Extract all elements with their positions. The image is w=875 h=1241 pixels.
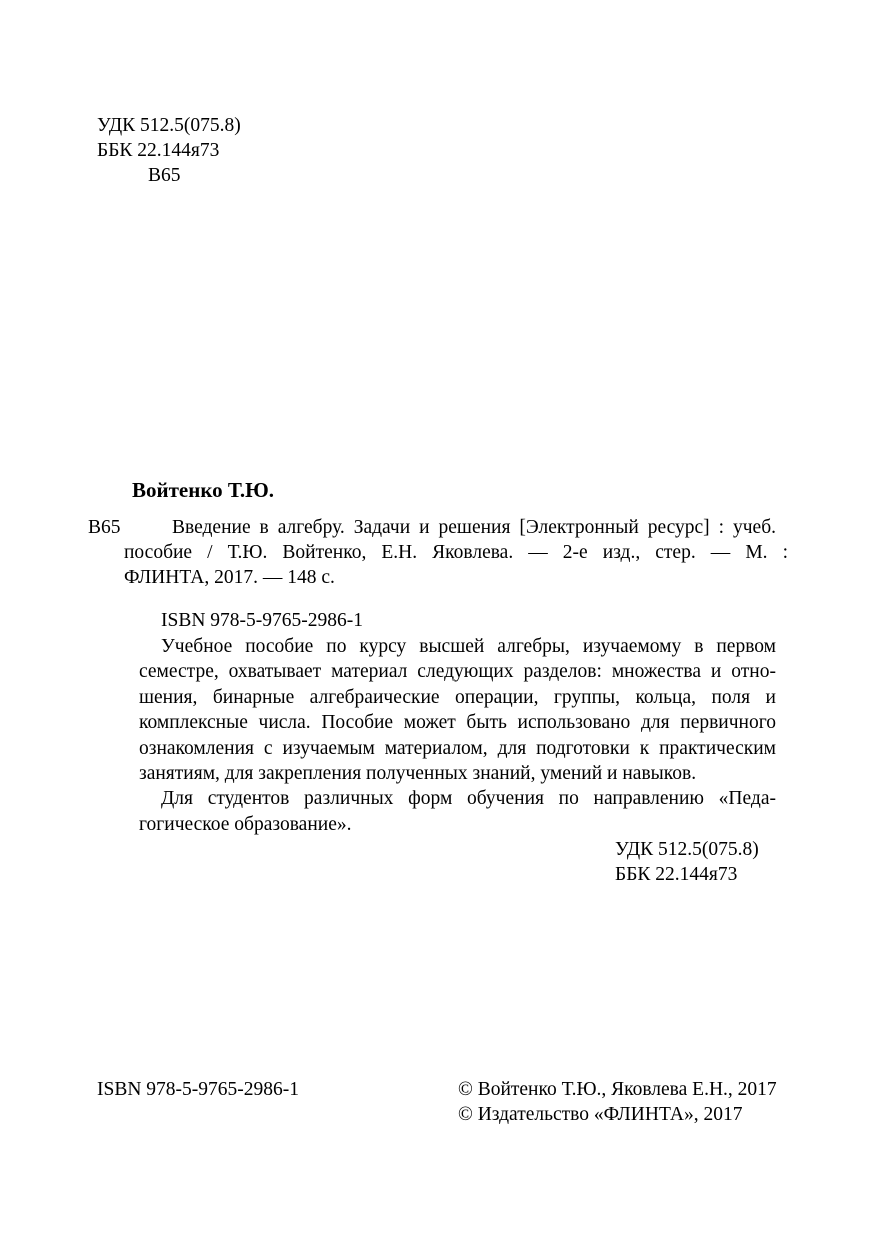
header-author-code: В65 xyxy=(148,165,181,186)
copyright-authors: © Войтенко Т.Ю., Яковлева Е.Н., 2017 xyxy=(458,1079,777,1100)
isbn-main: ISBN 978-5-9765-2986-1 xyxy=(161,610,364,631)
author-heading: Войтенко Т.Ю. xyxy=(132,478,274,502)
copyright-publisher: © Издательство «ФЛИНТА», 2017 xyxy=(458,1104,743,1125)
bib-line-3: ФЛИНТА, 2017. — 148 с. xyxy=(124,567,335,589)
bib-line-1: Введение в алгебру. Задачи и решения [Электронный ресурс] : учеб. xyxy=(172,517,776,538)
annotation-line: занятиям, для закрепления полученных знаний, умений и навыков. xyxy=(139,763,697,785)
annotation xyxy=(139,634,776,837)
entry-code: В65 xyxy=(88,517,121,538)
audience-line: гогическое образование». xyxy=(139,813,352,835)
header-udk: УДК 512.5(075.8) xyxy=(97,115,241,136)
annotation-line: комплексные числа. Пособие может быть использовано для первичного xyxy=(139,712,776,734)
header-bbk: ББК 22.144я73 xyxy=(97,140,220,161)
annotation-line: Учебное пособие по курсу высшей алгебры, изучаемому в первом xyxy=(161,636,776,657)
annotation-line: ознакомления с изучаемым материалом, для подготовки к практическим xyxy=(139,737,776,759)
annotation-line: семестре, охватывает материал следующих разделов: множества и отно- xyxy=(139,661,776,683)
bib-line-2: пособие / Т.Ю. Войтенко, Е.Н. Яковлева. — 2-е изд., стер. — М. : xyxy=(124,542,788,563)
audience-line: Для студентов различных форм обучения по направлению «Педа- xyxy=(161,788,776,810)
footer-bbk: ББК 22.144я73 xyxy=(615,864,738,885)
annotation-line: шения, бинарные алгебраические операции, группы, кольца, поля и xyxy=(139,686,776,708)
bib-rest xyxy=(124,540,788,591)
bib-line-1-wrap xyxy=(172,515,776,540)
bottom-isbn: ISBN 978-5-9765-2986-1 xyxy=(97,1079,300,1100)
footer-udk: УДК 512.5(075.8) xyxy=(615,839,759,860)
